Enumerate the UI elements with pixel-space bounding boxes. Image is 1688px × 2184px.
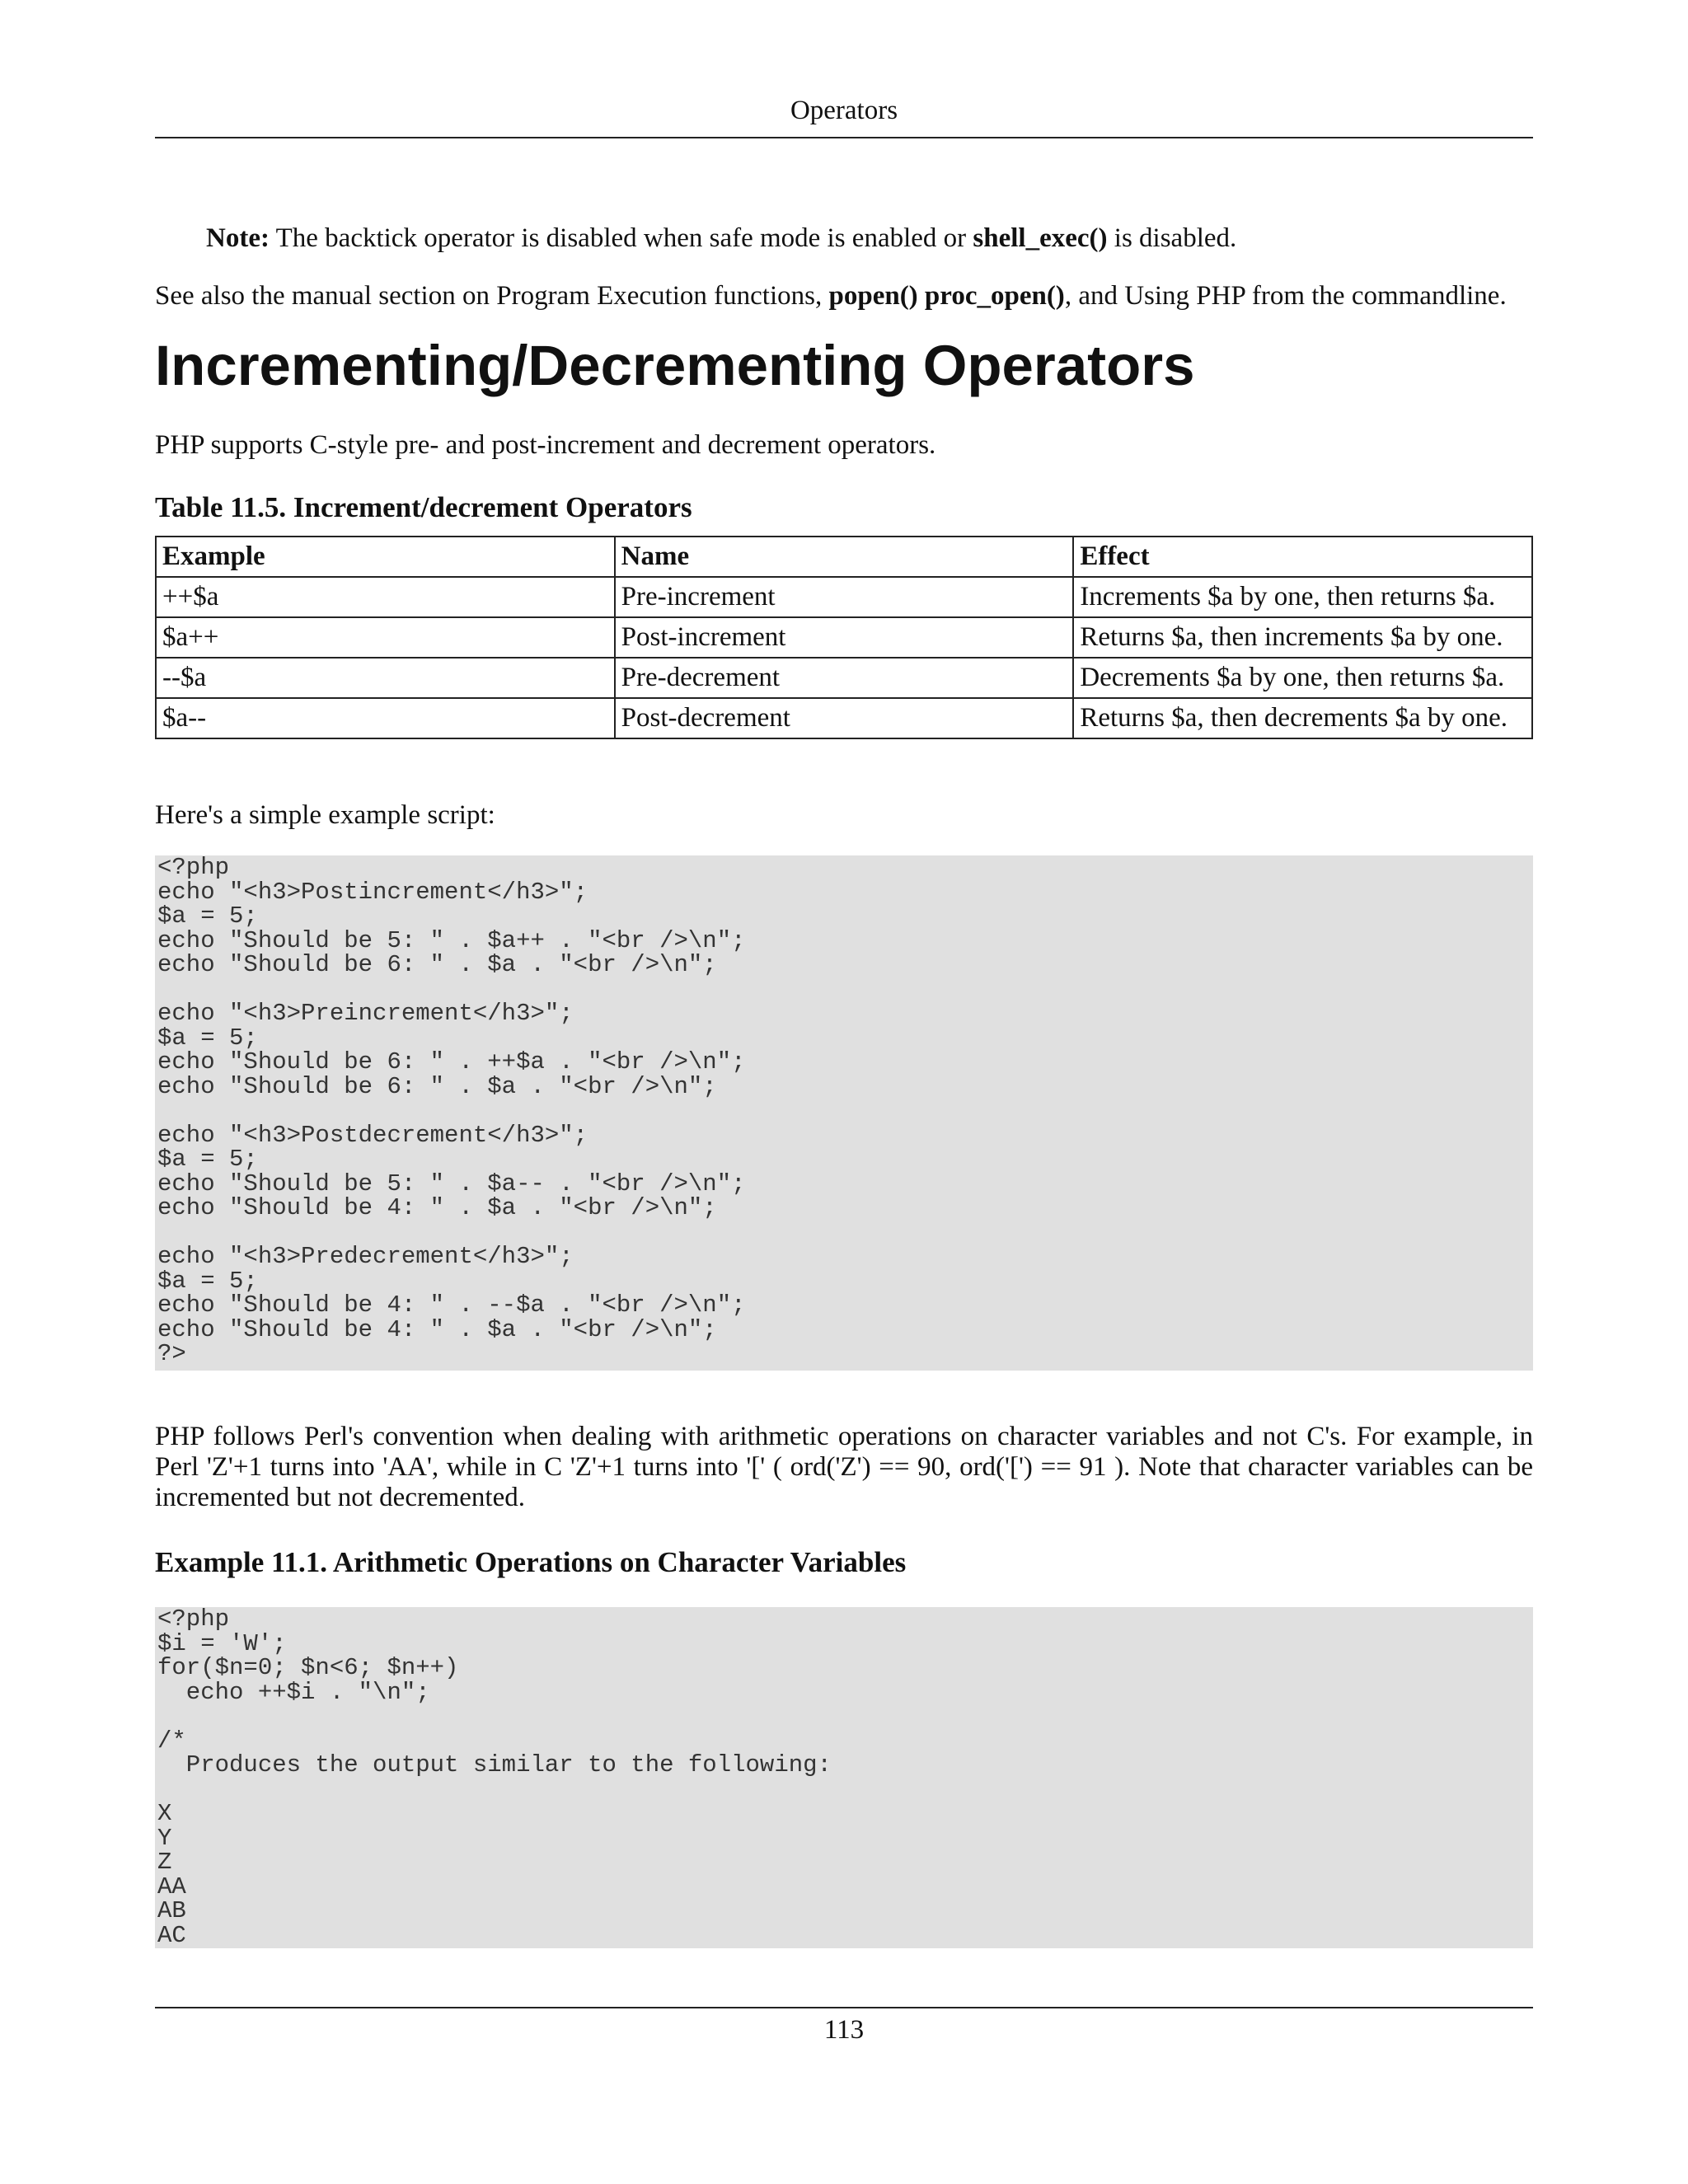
table-row — [156, 698, 1532, 738]
operators-table — [155, 536, 1533, 739]
see-also-paragraph — [155, 280, 1556, 312]
table-row — [156, 577, 1532, 617]
table-row — [156, 617, 1532, 658]
table-cell: Returns $a, then decrements $a by one. — [1073, 698, 1532, 738]
table-row — [156, 658, 1532, 698]
see-also-text-2: , and Using PHP from the commandline. — [1064, 281, 1507, 311]
table-cell: Post-decrement — [615, 698, 1074, 738]
code-block-character-example: <?php $i = 'W'; for($n=0; $n<6; $n++) echo ++$i . "\n"; /* Produces the output similar to the following: X Y Z AA AB AC — [155, 1607, 1533, 1948]
code-block-increment-example: <?php echo "<h3>Postincrement</h3>"; $a = 5; echo "Should be 5: " . $a++ . "<br />\n"; echo "Should be 6: " . $a . "<br />\n"; echo "<h3>Preincrement</h3>"; $a = 5; echo "Should be 6: " . ++$a . "<br />\n"; echo "Should be 6: " . $a . "<br />\n"; echo "<h3>Postdecrement</h3>"; $a = 5; echo "Should be 5: " . $a-- . "<br />\n"; echo "Should be 4: " . $a . "<br />\n"; echo "<h3>Predecrement</h3>"; $a = 5; echo "Should be 4: " . --$a . "<br />\n"; echo "Should be 4: " . $a . "<br />\n"; ?> — [155, 855, 1533, 1371]
example-caption: Example 11.1. Arithmetic Operations on Character Variables — [155, 1546, 907, 1578]
table-cell: Decrements $a by one, then returns $a. — [1073, 658, 1532, 698]
note-function: shell_exec() — [973, 223, 1108, 253]
page-number: 113 — [823, 2015, 865, 2045]
perl-convention-paragraph: PHP follows Perl's convention when dealing with arithmetic operations on character variables and not C's. For example, in Perl 'Z'+1 turns into 'AA', while in C 'Z'+1 turns into '[' ( ord('Z') == 90, ord('[') == 91 ). Note that character variables can be incremented but not decremented. — [155, 1422, 1533, 1512]
table-cell: Returns $a, then increments $a by one. — [1073, 617, 1532, 658]
see-also-text-1: See also the manual section on Program Execution functions, — [155, 281, 829, 311]
table-cell: $a-- — [156, 698, 615, 738]
table-cell: $a++ — [156, 617, 615, 658]
header-rule — [155, 137, 1533, 138]
column-header: Effect — [1073, 537, 1532, 577]
note-paragraph — [206, 223, 1525, 254]
table-cell: Pre-increment — [615, 577, 1074, 617]
table-cell: Pre-decrement — [615, 658, 1074, 698]
table-cell: ++$a — [156, 577, 615, 617]
table-cell: Increments $a by one, then returns $a. — [1073, 577, 1532, 617]
table-cell: --$a — [156, 658, 615, 698]
section-intro: PHP supports C-style pre- and post-increment and decrement operators. — [155, 430, 936, 460]
section-title: Incrementing/Decrementing Operators — [155, 334, 1195, 397]
note-text-2: is disabled. — [1107, 223, 1237, 253]
note-label: Note: — [206, 223, 270, 253]
table-header-row — [156, 537, 1532, 577]
example-lead: Here's a simple example script: — [155, 800, 495, 830]
running-header: Operators — [790, 96, 898, 125]
column-header: Example — [156, 537, 615, 577]
table-caption: Table 11.5. Increment/decrement Operators — [155, 491, 692, 523]
table-cell: Post-increment — [615, 617, 1074, 658]
see-also-functions: popen() proc_open() — [828, 281, 1065, 311]
column-header: Name — [615, 537, 1074, 577]
footer-rule — [155, 2007, 1533, 2008]
note-text-1: The backtick operator is disabled when safe mode is enabled or — [269, 223, 973, 253]
